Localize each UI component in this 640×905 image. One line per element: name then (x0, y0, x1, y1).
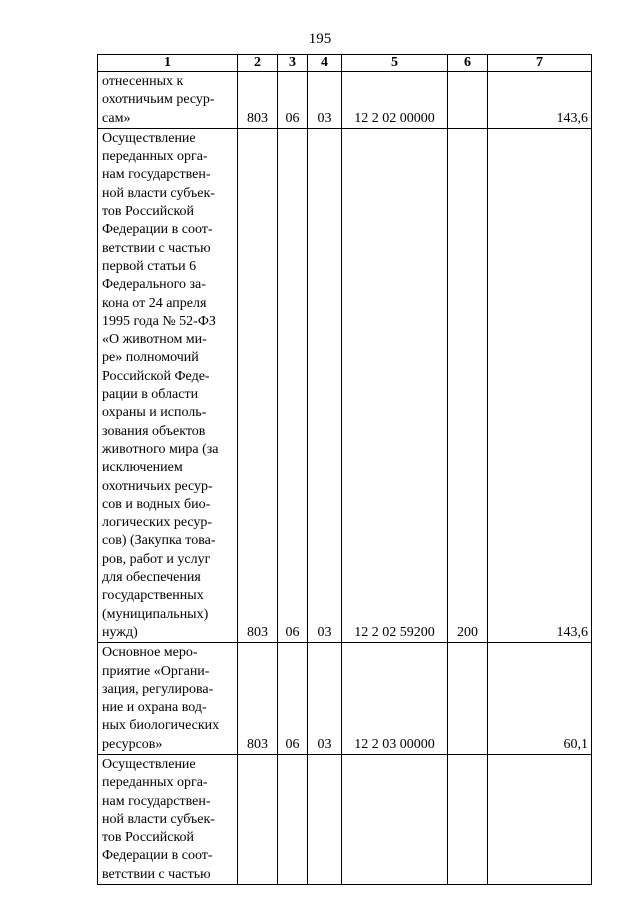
name-line: нам государствен- (102, 167, 211, 183)
name-line: государственных (102, 588, 204, 604)
row-section (278, 754, 308, 884)
row-subsection: 03 (308, 643, 342, 755)
header-row (98, 55, 592, 72)
row-name (98, 128, 238, 642)
header-col-target: 5 (342, 55, 448, 72)
name-line: зования объектов (102, 423, 206, 439)
table-row (98, 128, 592, 642)
name-line: (муниципальных) (102, 606, 209, 622)
name-line: ветствии с частью (102, 240, 211, 256)
name-line: ных биологических (102, 718, 220, 734)
name-line: охраны и исполь- (102, 405, 207, 421)
name-line: «О животном ми- (102, 332, 207, 348)
row-admin: 803 (238, 72, 278, 129)
row-name (98, 643, 238, 755)
header-col-subsection: 4 (308, 55, 342, 72)
name-line: для обеспечения (102, 570, 201, 586)
name-line: сов и водных био- (102, 496, 211, 512)
row-target: 12 2 03 00000 (342, 643, 448, 755)
name-line: сам» (102, 110, 131, 126)
row-amount: 143,6 (488, 128, 592, 642)
row-admin: 803 (238, 643, 278, 755)
name-line: охотничьим ресур- (102, 92, 215, 108)
row-target: 12 2 02 00000 (342, 72, 448, 129)
row-type (448, 643, 488, 755)
row-section: 06 (278, 643, 308, 755)
table-row (98, 754, 592, 884)
header-col-name: 1 (98, 55, 238, 72)
row-target (342, 754, 448, 884)
name-line: ветствии с частью (102, 866, 211, 882)
name-line: Основное меро- (102, 645, 198, 661)
name-line: Федерального за- (102, 277, 206, 293)
name-line: первой статьи 6 (102, 258, 197, 274)
name-line: приятие «Органи- (102, 663, 210, 679)
name-line: переданных орга- (102, 775, 208, 791)
row-admin (238, 754, 278, 884)
name-line: Осуществление (102, 130, 196, 146)
page-number: 195 (308, 31, 332, 47)
name-line: сов) (Закупка това- (102, 533, 216, 549)
name-line: ние и охрана вод- (102, 700, 207, 716)
row-target: 12 2 02 59200 (342, 128, 448, 642)
name-line: ров, работ и услуг (102, 551, 211, 567)
row-admin: 803 (238, 128, 278, 642)
name-line: отнесенных к (102, 74, 184, 89)
row-name (98, 754, 238, 884)
table-row (98, 72, 592, 129)
header-col-type: 6 (448, 55, 488, 72)
name-line: кона от 24 апреля (102, 295, 207, 311)
name-line: рации в области (102, 387, 199, 403)
name-line: логических ресур- (102, 515, 213, 531)
row-type (448, 754, 488, 884)
row-type: 200 (448, 128, 488, 642)
name-line: ресурсов» (102, 736, 163, 752)
name-line: Федерации в соот- (102, 848, 213, 864)
name-line: охотничьих ресур- (102, 478, 213, 494)
name-line: животного мира (за (102, 441, 219, 457)
header-col-admin: 2 (238, 55, 278, 72)
row-type (448, 72, 488, 129)
name-line: 1995 года № 52-ФЗ (102, 313, 216, 329)
name-line: Осуществление (102, 756, 196, 772)
row-amount: 143,6 (488, 72, 592, 129)
name-line: тов Российской (102, 830, 195, 846)
name-line: исключением (102, 460, 183, 476)
row-section: 06 (278, 72, 308, 129)
name-line: нам государствен- (102, 793, 211, 809)
name-line: ной власти субъек- (102, 811, 215, 827)
row-section: 06 (278, 128, 308, 642)
name-line: тов Российской (102, 204, 195, 220)
row-subsection: 03 (308, 128, 342, 642)
table-row (98, 643, 592, 755)
header-col-amount: 7 (488, 55, 592, 72)
name-line: переданных орга- (102, 149, 208, 165)
name-line: ной власти субъек- (102, 185, 215, 201)
header-col-section: 3 (278, 55, 308, 72)
budget-table (97, 54, 592, 885)
row-amount: 60,1 (488, 643, 592, 755)
name-line: нужд) (102, 624, 138, 640)
name-line: зация, регулирова- (102, 681, 214, 697)
row-subsection (308, 754, 342, 884)
row-name (98, 72, 238, 129)
name-line: Российской Феде- (102, 368, 210, 384)
row-subsection: 03 (308, 72, 342, 129)
name-line: Федерации в соот- (102, 222, 213, 238)
row-amount (488, 754, 592, 884)
name-line: ре» полномочий (102, 350, 199, 366)
